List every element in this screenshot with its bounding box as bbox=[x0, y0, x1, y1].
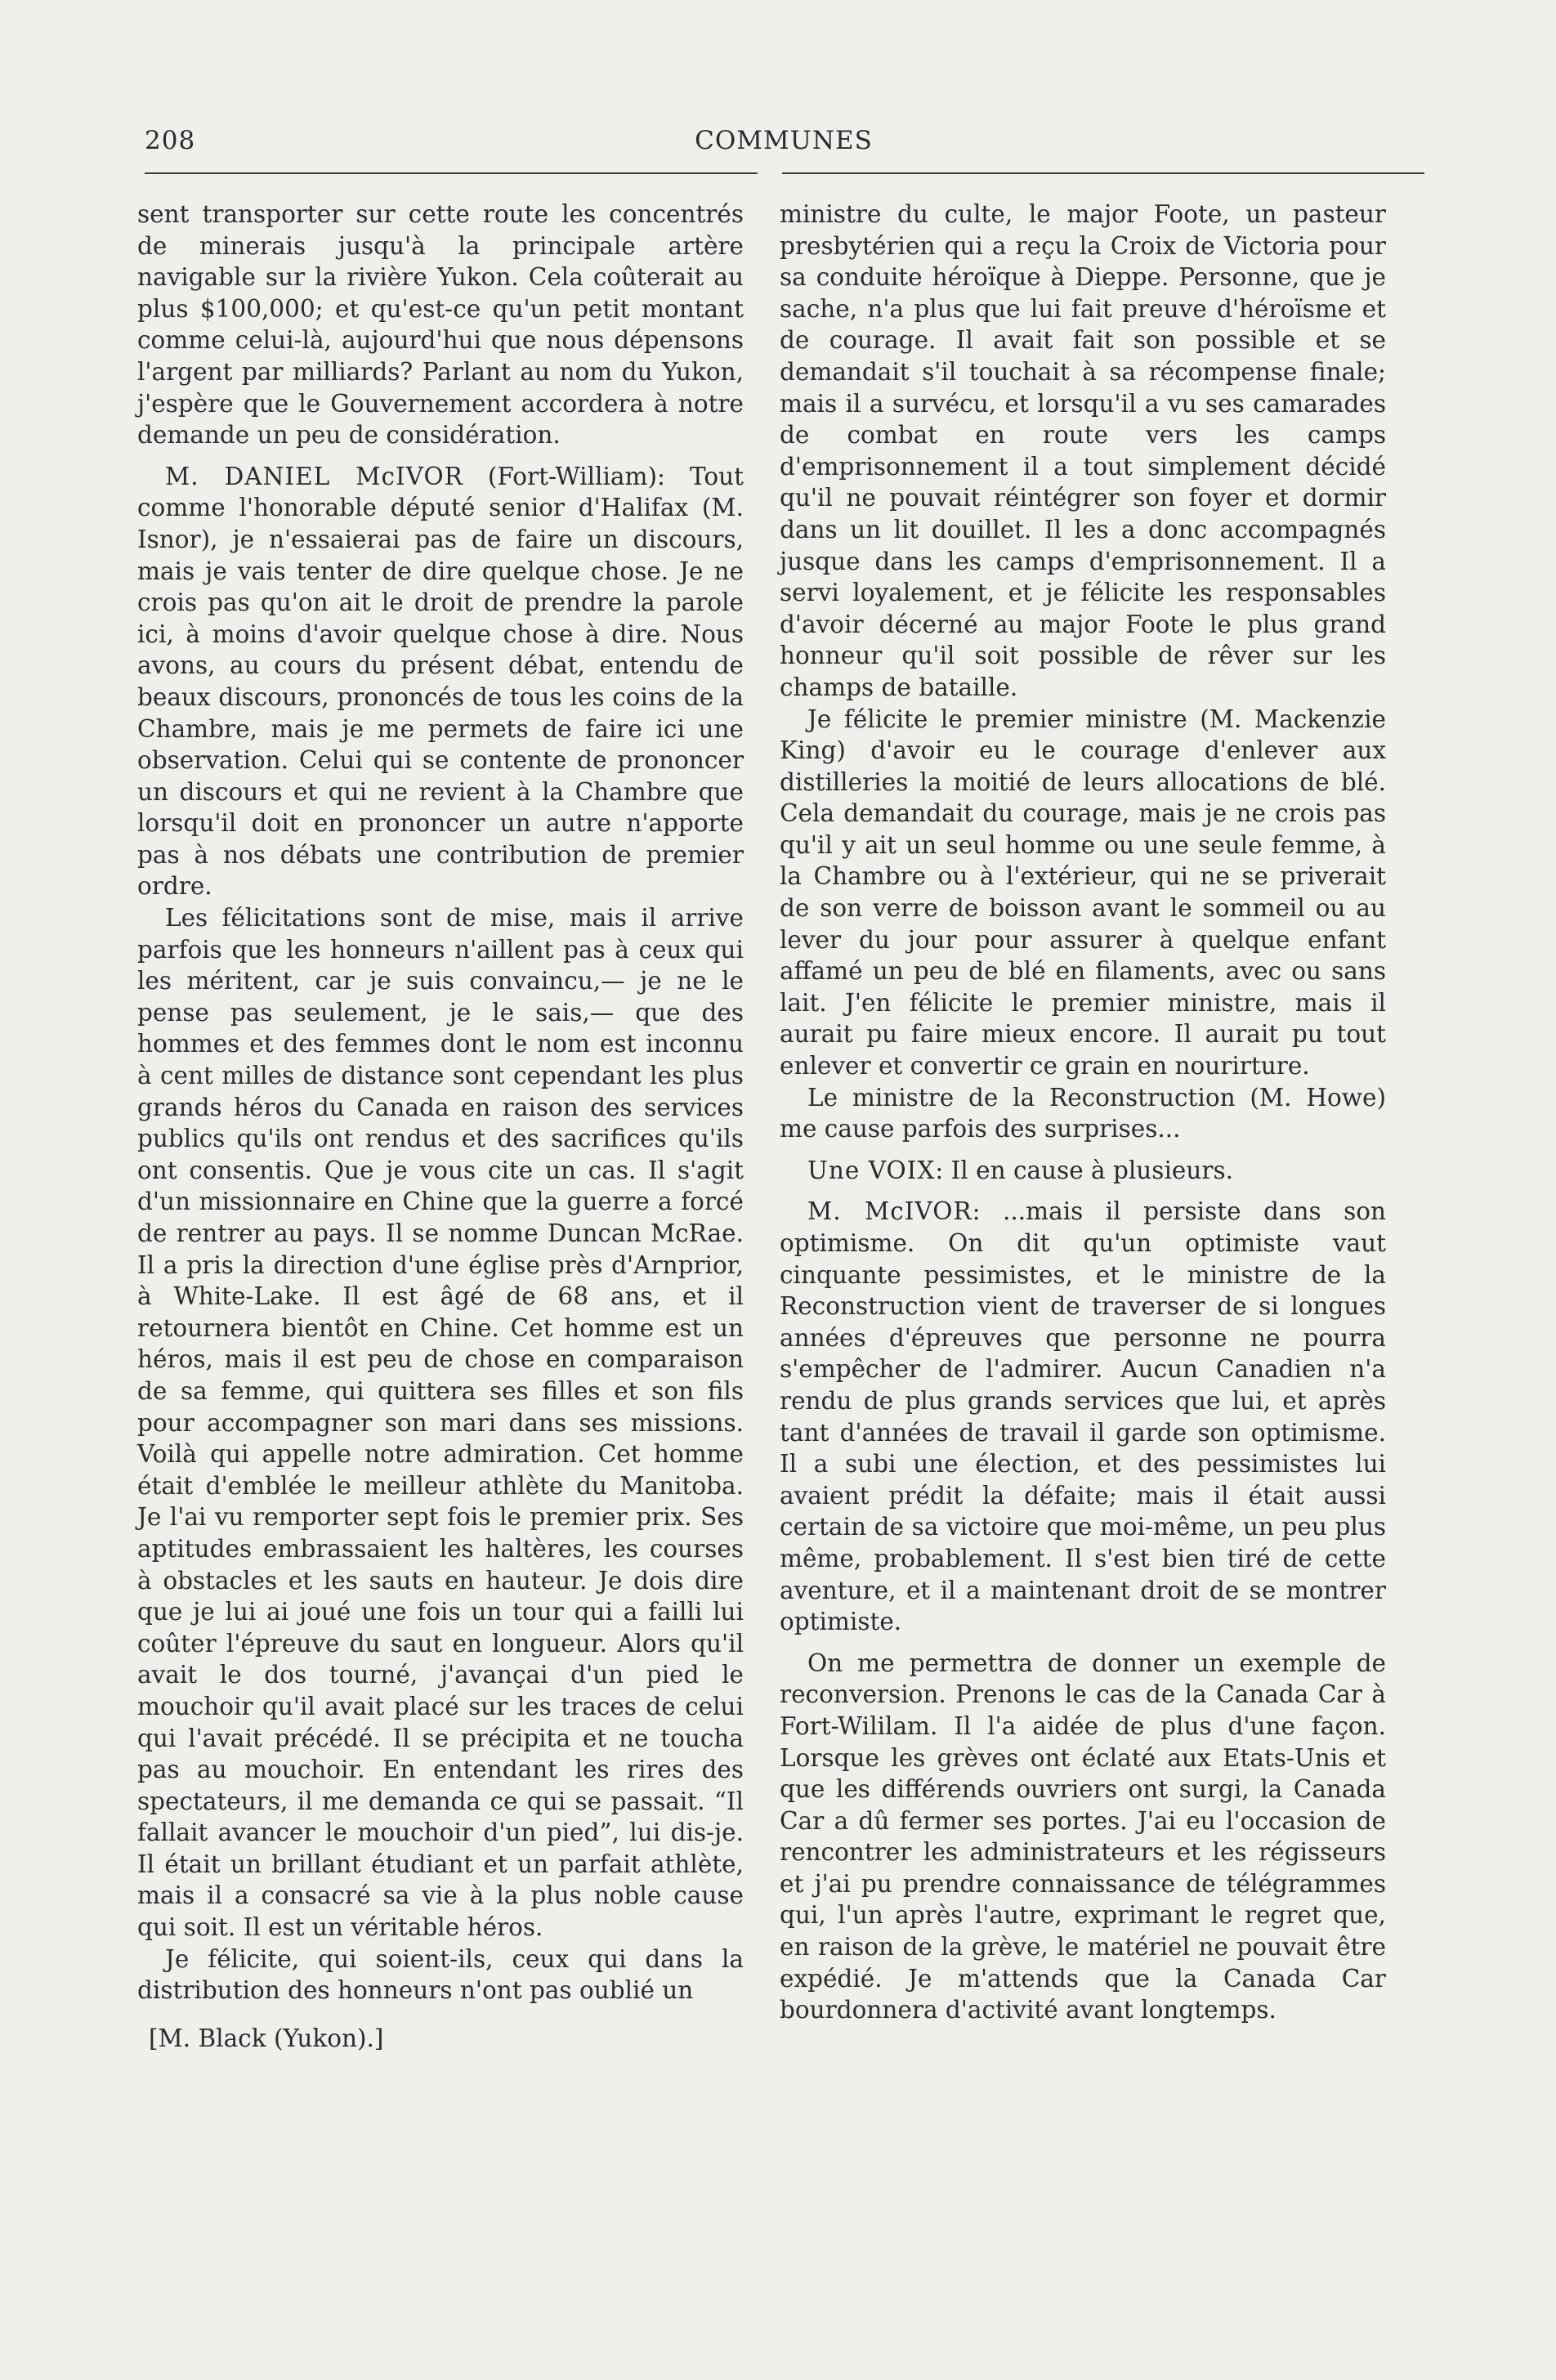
paragraph bbox=[780, 199, 1386, 704]
paragraph-text: On me permettra de donner un exemple de reconversion. Prenons le cas de la Canada Car à Fort-Wililam. Il l'a aidée de plus d'une façon. Lorsque les grèves ont éclaté aux Etats-Unis et que les différends ouvriers ont surgi, la Canada Car a dû fermer ses portes. J'ai eu l'occasion de rencontrer les administrateurs et les régisseurs et j'ai pu prendre connaissance de télégrammes qui, l'un après l'autre, exprimant le regret que, en raison de la grève, le matériel ne pouvait être expédié. Je m'attends que la Canada Car bourdonnera d'activité avant longtemps. bbox=[780, 1649, 1386, 2024]
paragraph bbox=[780, 1648, 1386, 2026]
paragraph-text: : Il en cause à plusieurs. bbox=[935, 1156, 1233, 1184]
paragraph-text: (Fort-William): Tout comme l'honorable député senior d'Halifax (M. Isnor), je n'essaierai pas de faire un discours, mais je vais tenter de dire quelque chose. Je ne crois pas qu'on ait le droit de prendre la parole ici, à moins d'avoir quelque chose à dire. Nous avons, au cours du présent débat, entendu de beaux discours, prononcés de tous les coins de la Chambre, mais je me permets de faire ici une observation. Celui qui se contente de prononcer un discours et qui ne revient à la Chambre que lorsqu'il doit en prononcer un autre n'apporte pas à nos débats une contribution de premier ordre. bbox=[137, 462, 744, 901]
paragraph-text: Je félicite le premier ministre (M. Mackenzie King) d'avoir eu le courage d'enlever aux distilleries la moitié de leurs allocations de blé. Cela demandait du courage, mais je ne crois pas qu'il y ait un seul homme ou une seule femme, à la Chambre ou à l'extérieur, qui ne se priverait de son verre de boisson avant le sommeil ou au lever du jour pour assurer à quelque enfant affamé un peu de blé en filaments, avec ou sans lait. J'en félicite le premier ministre, mais il aurait pu faire mieux encore. Il aurait pu tout enlever et convertir ce grain en nourirture. bbox=[780, 705, 1386, 1080]
running-title: COMMUNES bbox=[695, 126, 873, 155]
paragraph bbox=[780, 704, 1386, 1082]
paragraph-text: Les félicitations sont de mise, mais il arrive parfois que les honneurs n'aillent pas à ceux qui les méritent, car je suis convaincu,— je ne le pense pas seulement, je le sais,— que des hommes et des femmes dont le nom est inconnu à cent milles de distance sont cependant les plus grands héros du Canada en raison des services publics qu'ils ont rendus et des sacrifices qu'ils ont consentis. Que je vous cite un cas. Il s'agit d'un missionnaire en Chine que la guerre a forcé de rentrer au pays. Il se nomme Duncan McRae. Il a pris la direction d'une église près d'Arnprior, à White-Lake. Il est âgé de 68 ans, et il retournera bientôt en Chine. Cet homme est un héros, mais il est peu de chose en comparaison de sa femme, qui quittera ses filles et son fils pour accompagner son mari dans ses missions. Voilà qui appelle notre admiration. Cet homme était d'emblée le meilleur athlète du Manitoba. Je l'ai vu remporter sept fois le premier prix. Ses aptitudes embrassaient les haltères, les courses à obstacles et les sauts en hauteur. Je dois dire que je lui ai joué une fois un tour qui a failli lui coûter l'épreuve du saut en longueur. Alors qu'il avait le dos tourné, j'avançai d'un pied le mouchoir qu'il avait placé sur les traces de celui qui l'avait précédé. Il se précipita et ne toucha pas au mouchoir. En entendant les rires des spectateurs, il me demanda ce qui se passait. “Il fallait avancer le mouchoir d'un pied”, lui dis-je. Il était un brillant étudiant et un parfait athlète, mais il a consacré sa vie à la plus noble cause qui soit. Il est un véritable héros. bbox=[137, 904, 744, 1942]
paragraph bbox=[137, 1944, 744, 2006]
paragraph bbox=[780, 1082, 1386, 1145]
speaker-name: Une VOIX bbox=[807, 1156, 936, 1184]
header-rule-left bbox=[145, 172, 758, 174]
paragraph-text: Je félicite, qui soient-ils, ceux qui dans la distribution des honneurs n'ont pas oublié un bbox=[137, 1944, 744, 2005]
attribution-text: [M. Black (Yukon).] bbox=[149, 2024, 384, 2052]
speaker-name: M. McIVOR bbox=[807, 1197, 972, 1226]
paragraph bbox=[137, 902, 744, 1944]
paragraph-text: : ...mais il persiste dans son optimisme. On dit qu'un optimiste vaut cinquante pessimistes, et le ministre de la Reconstruction vient de traverser de si longues années d'épreuves que personne ne pourra s'empêcher de l'admirer. Aucun Canadien n'a rendu de plus grands services que lui, et après tant d'années de travail il garde son optimisme. Il a subi une élection, et des pessimistes lui avaient prédit la défaite; mais il était aussi certain de sa victoire que moi-même, un peu plus même, probablement. Il s'est bien tiré de cette aventure, et il a maintenant droit de se montrer optimiste. bbox=[780, 1197, 1386, 1636]
paragraph-text: Le ministre de la Reconstruction (M. Howe) me cause parfois des surprises... bbox=[780, 1083, 1386, 1143]
paragraph-text: sent transporter sur cette route les concentrés de minerais jusqu'à la principale artère navigable sur la rivière Yukon. Cela coûterait au plus $100,000; et qu'est-ce qu'un petit montant comme celui-là, aujourd'hui que nous dépensons l'argent par milliards? Parlant au nom du Yukon, j'espère que le Gouvernement accordera à notre demande un peu de considération. bbox=[137, 200, 744, 450]
paragraph bbox=[780, 1196, 1386, 1637]
paragraph bbox=[137, 199, 744, 451]
page-header bbox=[145, 121, 1423, 170]
speaker-attribution bbox=[137, 2023, 744, 2055]
header-rule-right bbox=[782, 172, 1424, 174]
left-column bbox=[137, 199, 744, 2054]
page-number: 208 bbox=[145, 126, 196, 155]
paragraph bbox=[780, 1155, 1386, 1187]
paragraph bbox=[137, 461, 744, 902]
paragraph-text: ministre du culte, le major Foote, un pasteur presbytérien qui a reçu la Croix de Victoria pour sa conduite héroïque à Dieppe. Personne, que je sache, n'a plus que lui fait preuve d'héroïsme et de courage. Il avait fait son possible et se demandait s'il touchait à sa récompense finale; mais il a survécu, et lorsqu'il a vu ses camarades de combat en route vers les camps d'emprisonnement il a tout simplement décidé qu'il ne pouvait réintégrer son foyer et dormir dans un lit douillet. Il les a donc accompagnés jusque dans les camps d'emprisonnement. Il a servi loyalement, et je félicite les responsables d'avoir décerné au major Foote le plus grand honneur qu'il soit possible de rêver sur les champs de bataille. bbox=[780, 200, 1386, 701]
speaker-name: M. DANIEL McIVOR bbox=[165, 462, 463, 490]
right-column bbox=[780, 199, 1386, 2026]
